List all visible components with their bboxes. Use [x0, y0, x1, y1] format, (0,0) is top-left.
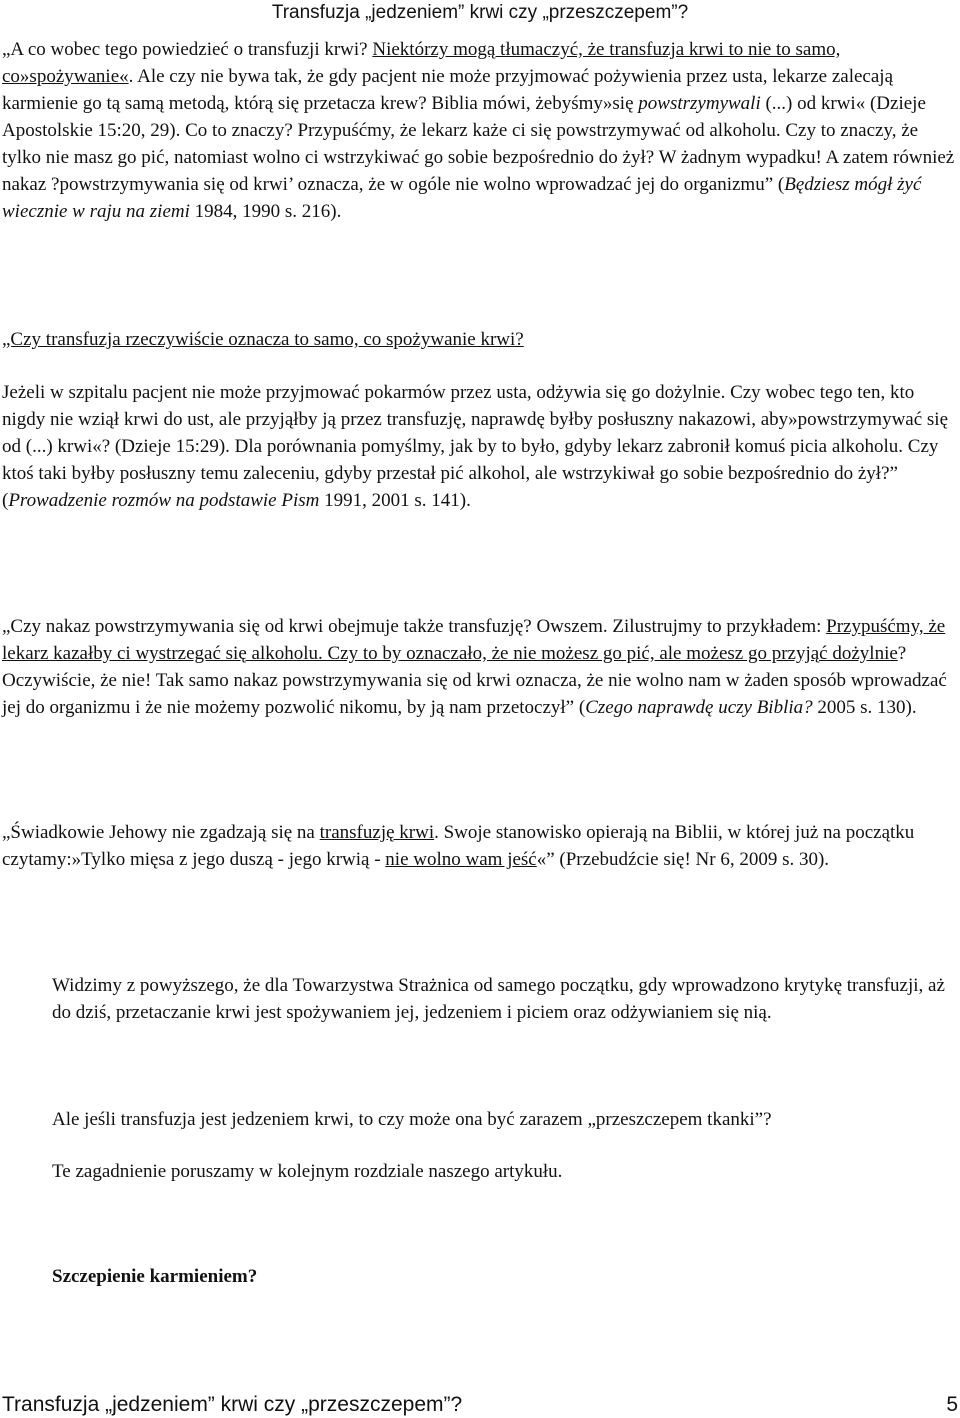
- paragraph-7: [2, 1106, 958, 1133]
- page-number: 5: [946, 1393, 958, 1416]
- italic-citation: Prowadzenie rozmów na podstawie Pism: [8, 490, 320, 511]
- text-span: 1984, 1990 s. 216).: [189, 201, 342, 222]
- text-span: Te zagadnienie poruszamy w kolejnym rozdziale naszego artykułu.: [52, 1161, 563, 1182]
- paragraph-6: [2, 972, 958, 1026]
- underlined-question: „Czy transfuzja rzeczywiście oznacza to samo, co spożywanie krwi?: [2, 329, 524, 350]
- underlined-text: nie wolno wam jeść: [385, 849, 537, 870]
- paragraph-5: [2, 819, 958, 873]
- italic-citation: Będziesz mógł żyć wiecznie w raju na ziemi: [2, 174, 922, 222]
- paragraph-8: [2, 1158, 958, 1185]
- text-span: „A co wobec tego powiedzieć o transfuzji krwi?: [2, 39, 373, 60]
- page-header: Transfuzja „jedzeniem” krwi czy „przeszczepem”?: [271, 2, 689, 23]
- paragraph-1: [2, 36, 958, 225]
- text-span: (...) od krwi« (Dzieje Apostolskie 15:20, 29). Co to znaczy? Przypuśćmy, że lekarz każe ci się powstrzymywać od alkoholu. Czy to znaczy, że tylko nie masz go pić, natomiast wolno ci wstrzykiwać go sobie bezpośrednio do żył? W żadnym wypadku! A zatem również nakaz ?powstrzymywania się od krwi’ oznacza, że w ogóle nie wolno wprowadzać jej do organizmu” (: [2, 93, 955, 195]
- text-span: 2005 s. 130).: [812, 697, 917, 718]
- italic-text: powstrzymywali: [638, 93, 761, 114]
- underlined-text: Przypuśćmy, że lekarz kazałby ci wystrzegać się alkoholu. Czy to by oznaczało, że nie możesz go pić, ale możesz go przyjąć dożylnie: [2, 616, 946, 664]
- underlined-text: transfuzję krwi: [319, 822, 435, 843]
- underlined-text: Niektórzy mogą tłumaczyć, że transfuzja krwi to nie to samo, co»spożywanie«: [2, 39, 841, 87]
- paragraph-4: [2, 613, 958, 721]
- heading-text: Szczepienie karmieniem?: [52, 1266, 258, 1287]
- italic-citation: Czego naprawdę uczy Biblia?: [585, 697, 813, 718]
- text-span: «” (Przebudźcie się! Nr 6, 2009 s. 30).: [536, 849, 830, 870]
- paragraph-2-question: [2, 326, 958, 353]
- text-span: Ale jeśli transfuzja jest jedzeniem krwi, to czy może ona być zarazem „przeszczepem tkanki”?: [52, 1109, 772, 1130]
- text-span: 1991, 2001 s. 141).: [319, 490, 471, 511]
- footer-title: Transfuzja „jedzeniem” krwi czy „przeszczepem”?: [2, 1393, 463, 1416]
- paragraph-3: [2, 379, 958, 514]
- text-span: . Swoje stanowisko opierają na Biblii, w której już na początku czytamy:»Tylko mięsa z jego duszą - jego krwią -: [2, 822, 915, 870]
- section-heading: [2, 1263, 958, 1290]
- text-span: ? Oczywiście, że nie! Tak samo nakaz powstrzymywania się od krwi oznacza, że nie wolno nam w żaden sposób wprowadzać jej do organizmu i że nie możemy pozwolić nikomu, by ją nam przetoczył” (: [2, 643, 947, 718]
- text-span: Jeżeli w szpitalu pacjent nie może przyjmować pokarmów przez usta, odżywia się go dożylnie. Czy wobec tego ten, kto nigdy nie wziął krwi do ust, ale przyjąłby ją przez transfuzję, naprawdę byłby posłuszny nakazowi, aby»powstrzymywać się od (...) krwi«? (Dzieje 15:29). Dla porównania pomyślmy, jak by to było, gdyby lekarz zabronił komuś picia alkoholu. Czy ktoś taki byłby posłuszny temu zaleceniu, gdyby przestał pić alkohol, ale wstrzykiwał go sobie bezpośrednio do żył?” (: [2, 382, 949, 511]
- page-footer: [2, 1392, 958, 1418]
- text-span: Widzimy z powyższego, że dla Towarzystwa Strażnica od samego początku, gdy wprowadzono krytykę transfuzji, aż do dziś, przetaczanie krwi jest spożywaniem jej, jedzeniem i piciem oraz odżywianiem się nią.: [52, 975, 945, 1023]
- text-span: „Czy nakaz powstrzymywania się od krwi obejmuje także transfuzję? Owszem. Zilustrujmy to przykładem:: [2, 616, 827, 637]
- text-span: . Ale czy nie bywa tak, że gdy pacjent nie może przyjmować pożywienia przez usta, lekarze zalecają karmienie go tą samą metodą, którą się przetacza krew? Biblia mówi, żebyśmy»się: [2, 66, 894, 114]
- text-span: „Świadkowie Jehowy nie zgadzają się na: [2, 822, 320, 843]
